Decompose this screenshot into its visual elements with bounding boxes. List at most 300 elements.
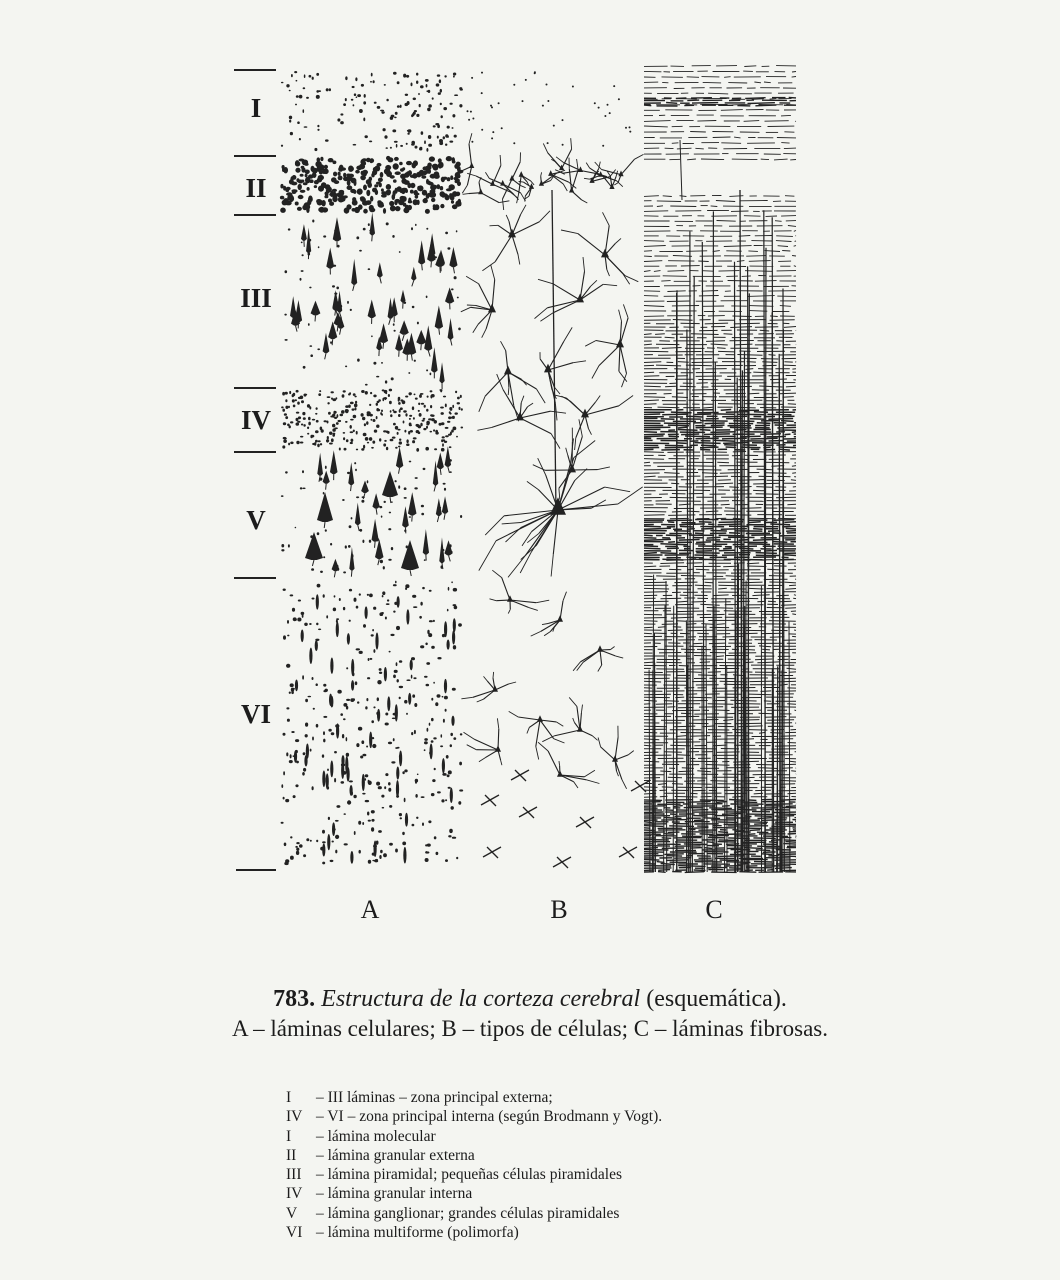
cell-dot (421, 131, 424, 135)
horizontal-fiber (794, 595, 796, 596)
cell-dot (388, 742, 392, 745)
cell-dot (378, 399, 381, 401)
dendrite-line (540, 359, 548, 370)
horizontal-fiber (661, 598, 682, 599)
cell-dot (356, 606, 359, 609)
cell-dot (282, 445, 285, 448)
dendrite-line (517, 194, 519, 203)
cell-dot (312, 77, 314, 80)
cell-dot (452, 405, 454, 408)
sparse-dot (625, 127, 627, 129)
horizontal-fiber (759, 732, 765, 733)
cell-dot (447, 247, 450, 249)
legend-text: – VI – zona principal interna (según Brodmann y Vogt). (316, 1108, 663, 1126)
cell-dot (424, 676, 428, 678)
cell-dot (405, 413, 407, 416)
layer-label-V: V (246, 505, 266, 535)
pyramidal-cell (395, 334, 403, 351)
cell-dot (286, 84, 289, 87)
cell-dot (430, 405, 432, 408)
horizontal-fiber (719, 271, 740, 272)
axon-line (312, 560, 314, 566)
cell-dot (347, 800, 351, 804)
horizontal-fiber (674, 806, 683, 807)
cell-dot (315, 413, 317, 415)
sparse-dot (562, 119, 564, 121)
cell-dot (382, 591, 385, 595)
cell-dot (402, 771, 404, 774)
cell-dot (386, 447, 388, 451)
dendrite-line (554, 730, 580, 736)
sparse-dot (513, 84, 515, 86)
legend-text: – lámina ganglionar; grandes células piramidales (316, 1204, 620, 1222)
cell-dot (312, 677, 314, 680)
cell-dot (366, 190, 370, 196)
dendrite-line (623, 304, 628, 317)
cell-dot (375, 190, 378, 195)
cell-dot (390, 175, 395, 179)
horizontal-fiber (667, 301, 690, 302)
fusiform-cell (330, 696, 333, 708)
cell-dot (457, 297, 459, 299)
cell-dot (288, 443, 290, 446)
horizontal-fiber (795, 241, 796, 242)
cell-dot (295, 168, 300, 173)
cell-dot (356, 166, 362, 171)
cell-dot (398, 402, 401, 405)
legend-roman: I (286, 1127, 292, 1145)
cell-dot (424, 559, 426, 561)
cell-dot (338, 197, 344, 203)
sparse-dot (501, 127, 503, 129)
horizontal-fiber (644, 105, 651, 106)
cell-dot (353, 144, 357, 146)
pyramidal-cell (399, 320, 408, 335)
sparse-dot (481, 129, 483, 131)
cell-dot (444, 75, 446, 77)
cell-dot (395, 480, 397, 482)
dendrite-line (540, 313, 553, 321)
cell-dot (363, 433, 367, 437)
horizontal-fiber (644, 633, 652, 634)
cell-dot (302, 675, 304, 679)
cell-dot (386, 184, 391, 190)
cell-dot (374, 860, 378, 863)
horizontal-fiber (685, 872, 705, 873)
pyramidal-cell (311, 301, 321, 316)
cell-dot (293, 617, 297, 621)
dendrite-line (490, 225, 499, 226)
horizontal-fiber (719, 840, 737, 841)
cell-dot (339, 165, 344, 171)
legend-row (286, 1107, 662, 1126)
cell-dot (308, 323, 310, 326)
vertical-fiber (779, 373, 780, 872)
cell-dot (428, 820, 431, 823)
horizontal-fiber (794, 246, 796, 247)
horizontal-fiber (756, 850, 771, 851)
sparse-dot (598, 107, 600, 109)
cell-dot (361, 390, 365, 393)
cell-dot (389, 512, 391, 514)
cell-dot (459, 87, 462, 90)
cell-dot (419, 104, 421, 107)
cell-dot (343, 607, 345, 610)
cell-dot (355, 407, 357, 410)
cell-dot (354, 93, 356, 96)
cell-dot (303, 854, 306, 857)
cell-dot (403, 74, 406, 78)
cell-dot (384, 440, 387, 442)
sparse-dot (490, 105, 492, 107)
cell-dot (397, 432, 399, 435)
cell-dot (391, 547, 393, 550)
cell-dot (356, 236, 359, 239)
cell-dot (397, 81, 400, 84)
cell-dot (458, 328, 461, 331)
cell-dot (316, 683, 318, 686)
cell-dot (374, 166, 380, 172)
cell-dot (281, 549, 284, 551)
fusiform-cell (347, 633, 350, 644)
cell-dot (414, 394, 416, 396)
horizontal-fiber (654, 271, 661, 272)
cell-dot (370, 196, 373, 202)
horizontal-fiber (688, 466, 715, 467)
cell-dot (440, 407, 444, 409)
legend-row (286, 1127, 662, 1146)
dendrite-line (586, 780, 599, 784)
cell-dot (412, 595, 416, 598)
fusiform-cell (374, 841, 377, 857)
cell-dot (456, 162, 461, 167)
axon-line (428, 350, 430, 356)
cell-dot (345, 421, 348, 423)
cell-dot (379, 672, 382, 674)
cell-dot (283, 439, 287, 443)
dendrite-line (566, 448, 568, 455)
cell-dot (369, 540, 371, 543)
cell-dot (334, 180, 339, 184)
cell-dot (328, 817, 330, 820)
cell-dot (324, 420, 327, 422)
legend-text: – lámina piramidal; pequeñas células piramidales (316, 1166, 623, 1184)
cell-dot (353, 430, 355, 433)
cell-dot (336, 805, 340, 808)
legend-text: – lámina molecular (316, 1127, 436, 1145)
cell-dot (367, 413, 370, 416)
axon-line (402, 335, 404, 341)
cell-dot (363, 228, 366, 231)
horizontal-fiber (644, 662, 654, 663)
legend-row (286, 1165, 662, 1184)
cell-dot (406, 443, 409, 446)
cell-dot (388, 559, 391, 561)
horizontal-fiber (754, 862, 772, 863)
cell-dot (376, 403, 378, 406)
cell-dot (420, 423, 422, 427)
cell-dot (322, 830, 325, 834)
cell-dot (376, 425, 379, 428)
cell-dot (406, 439, 408, 443)
cell-dot (450, 733, 453, 736)
cell-dot (386, 190, 391, 196)
cell-dot (380, 412, 382, 415)
cell-dot (395, 206, 401, 211)
cell-dot (456, 192, 461, 197)
cell-dot (422, 420, 425, 422)
cell-dot (366, 698, 368, 701)
cell-dot (389, 201, 394, 206)
cell-dot (308, 422, 311, 426)
pyramidal-cell (305, 532, 323, 560)
cell-dot (310, 354, 313, 357)
legend-roman: IV (286, 1108, 303, 1126)
cell-dot (323, 594, 325, 598)
cell-dot (328, 729, 331, 732)
cell-dot (368, 820, 371, 822)
axon-line (422, 264, 423, 270)
cell-dot (343, 571, 346, 573)
horizontal-fiber (710, 432, 735, 433)
dendrite-line (540, 720, 554, 739)
fusiform-cell (410, 659, 413, 670)
dendrite-line (547, 300, 580, 308)
cell-dot (420, 602, 422, 606)
cell-dot (352, 86, 355, 88)
cell-dot (341, 410, 345, 414)
cell-dot (296, 390, 299, 393)
cell-dot (296, 80, 298, 82)
cell-dot (397, 105, 400, 108)
dendrite-line (512, 222, 539, 235)
cell-dot (299, 138, 301, 140)
cell-dot (356, 743, 359, 747)
dendrite-line (544, 632, 550, 636)
horizontal-fiber (662, 624, 678, 625)
dendrite-line (591, 280, 597, 286)
horizontal-fiber (656, 576, 675, 577)
cell-dot (323, 690, 327, 692)
horizontal-fiber (714, 440, 736, 441)
horizontal-fiber (735, 546, 757, 547)
horizontal-fiber (694, 820, 704, 821)
cell-dot (404, 700, 407, 704)
cell-dot (412, 173, 417, 179)
cell-dot (347, 301, 349, 304)
cell-dot (303, 87, 306, 89)
cell-dot (306, 838, 309, 841)
cell-dot (357, 359, 360, 362)
horizontal-fiber (784, 148, 796, 149)
horizontal-fiber (748, 544, 770, 545)
cell-dot (318, 186, 324, 192)
vertical-fiber (687, 665, 688, 872)
cell-dot (376, 538, 379, 541)
cell-dot (355, 401, 357, 404)
cell-dot (329, 432, 332, 435)
cell-dot (336, 397, 338, 399)
cell-dot (454, 606, 458, 610)
cell-dot (402, 196, 406, 202)
cell-dot (389, 401, 392, 404)
horizontal-fiber (668, 515, 695, 516)
cell-dot (437, 657, 441, 659)
cell-dot (298, 416, 301, 419)
horizontal-fiber (761, 810, 773, 811)
cell-dot (400, 145, 403, 147)
pyramidal-cell (442, 496, 448, 514)
dendrite-line (580, 730, 592, 736)
cell-dot (289, 760, 293, 763)
dendrite-line (585, 341, 596, 347)
pyramidal-cell (323, 471, 330, 484)
fusiform-cell (430, 743, 433, 759)
cell-dot (437, 791, 441, 793)
horizontal-fiber (753, 372, 772, 373)
horizontal-fiber (740, 436, 761, 437)
cell-dot (290, 836, 292, 838)
cell-dot (301, 270, 304, 272)
cell-dot (389, 651, 391, 653)
cell-dot (385, 713, 388, 716)
dendrite-line (578, 234, 605, 255)
cell-dot (409, 415, 412, 417)
cell-dot (444, 488, 446, 491)
cell-dot (410, 554, 413, 557)
dendrite-line (521, 186, 526, 188)
horizontal-fiber (753, 483, 779, 484)
cell-dot (294, 190, 298, 193)
cell-dot (413, 98, 416, 101)
cell-dot (363, 101, 366, 104)
cell-dot (445, 144, 447, 146)
cell-dot (370, 81, 372, 83)
pyramidal-cell (301, 224, 307, 241)
cell-dot (403, 410, 407, 412)
cell-dot (399, 409, 401, 413)
cell-dot (299, 159, 305, 162)
cell-dot (365, 391, 368, 395)
legend-text: – III láminas – zona principal externa; (316, 1089, 553, 1106)
cell-dot (305, 723, 308, 727)
dendrite-line (463, 194, 469, 195)
cell-dot (415, 794, 417, 798)
cell-dot (456, 857, 458, 860)
cell-dot (437, 694, 441, 697)
cell-dot (385, 380, 387, 383)
cell-dot (450, 408, 453, 411)
horizontal-fiber (765, 121, 789, 122)
cell-dot (343, 718, 346, 720)
cell-dot (300, 190, 306, 193)
horizontal-fiber (692, 103, 718, 104)
cell-dot (281, 784, 283, 788)
cell-dot (298, 184, 302, 190)
cell-dot (325, 139, 329, 141)
cell-dot (410, 430, 413, 433)
cell-dot (337, 245, 339, 248)
cell-dot (381, 516, 383, 518)
fusiform-cell (369, 732, 372, 749)
dendrite-line (612, 176, 616, 187)
cell-dot (388, 788, 391, 792)
dendrite-line (598, 665, 602, 672)
horizontal-fiber (658, 627, 666, 628)
horizontal-fiber (764, 462, 789, 463)
horizontal-fiber (782, 397, 793, 398)
cell-dot (355, 681, 358, 685)
cell-dot (421, 175, 426, 179)
cell-dot (415, 224, 417, 226)
dendrite-line (583, 257, 585, 271)
cell-dot (422, 587, 425, 589)
horizontal-fiber (715, 483, 733, 484)
cell-dot (426, 148, 428, 152)
sparse-dot (572, 86, 574, 88)
horizontal-fiber (745, 271, 772, 272)
cell-dot (379, 182, 382, 187)
horizontal-fiber (792, 466, 796, 467)
fusiform-cell (442, 758, 445, 773)
horizontal-fiber (644, 548, 661, 549)
axon-line (351, 571, 352, 577)
cell-dot (367, 182, 372, 188)
fusiform-cell (316, 594, 319, 609)
cell-dot (365, 135, 368, 138)
axon-line (410, 570, 411, 576)
horizontal-fiber (695, 443, 721, 444)
dendrite-line (490, 599, 497, 601)
cell-dot (424, 738, 428, 741)
cell-dot (304, 74, 306, 78)
pyramidal-cell (375, 539, 384, 559)
horizontal-fiber (644, 846, 670, 847)
axon-line (334, 571, 335, 577)
column-a-cell-layers (280, 71, 464, 865)
cell-dot (312, 220, 314, 223)
cell-dot (316, 73, 319, 76)
pyramidal-cell (369, 212, 375, 235)
cell-dot (409, 424, 412, 426)
cell-dot (411, 675, 413, 679)
cell-dot (377, 697, 379, 701)
cell-dot (384, 84, 386, 86)
horizontal-fiber (657, 206, 663, 207)
cell-dot (335, 850, 337, 854)
cell-dot (365, 437, 369, 441)
legend-row (286, 1223, 662, 1242)
horizontal-fiber (644, 362, 661, 363)
cell-dot (418, 93, 420, 95)
cell-dot (285, 859, 289, 863)
cell-dot (399, 697, 401, 700)
cell-dot (371, 335, 373, 337)
cell-dot (391, 761, 395, 763)
cell-dot (416, 448, 419, 452)
dendrite-line (537, 389, 546, 403)
fusiform-cell (447, 640, 450, 650)
cell-dot (301, 612, 305, 615)
cell-dot (369, 177, 373, 182)
cell-dot (399, 660, 402, 663)
cell-dot (330, 416, 332, 418)
dendrite-line (503, 199, 504, 210)
cell-dot (445, 435, 449, 437)
cell-dot (320, 443, 322, 445)
dendrite-line (585, 770, 595, 777)
dendrite-line (592, 366, 599, 379)
